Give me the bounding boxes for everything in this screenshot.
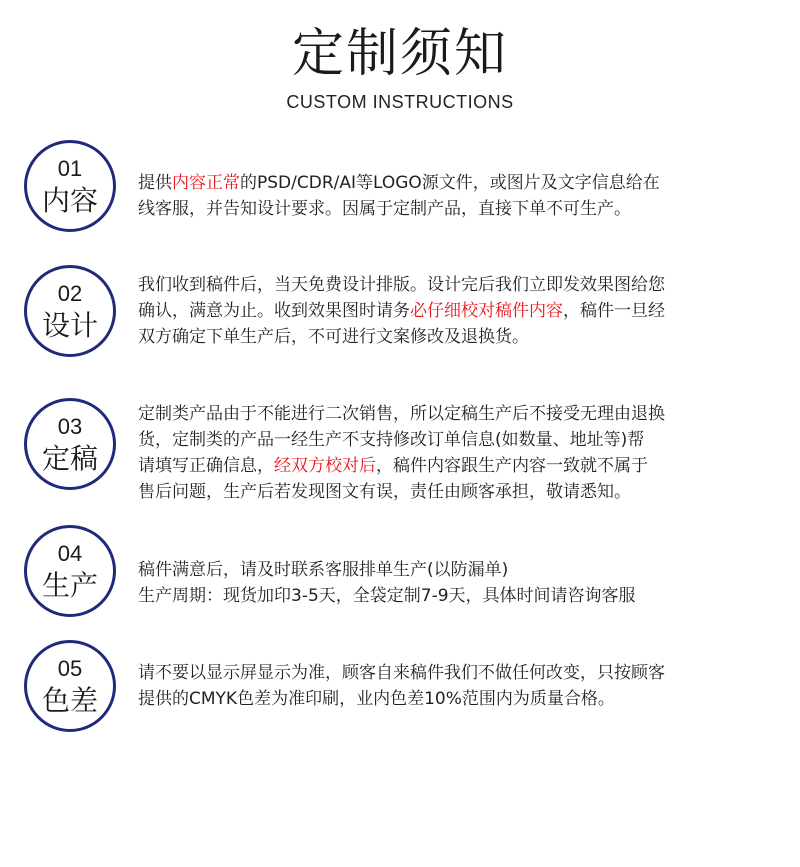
description-line: 请不要以显示屏显示为准，顾客自来稿件我们不做任何改变，只按顾客: [138, 663, 665, 683]
step-number: 02: [57, 281, 83, 306]
step-badge: [24, 140, 116, 232]
description-line: 我们收到稿件后，当天免费设计排版。设计完后我们立即发效果图给您: [138, 275, 665, 295]
description-line: 双方确定下单生产后，不可进行文案修改及退换货。: [138, 327, 529, 347]
description-line: 线客服，并告知设计要求。因属于定制产品，直接下单不可生产。: [138, 199, 631, 219]
description-line: 提供的CMYK色差为准印刷，业内色差10%范围内为质量合格。: [138, 689, 615, 709]
step-number: 04: [57, 541, 83, 566]
step-label: 设计: [41, 309, 98, 342]
highlight-text: 内容正常: [172, 173, 240, 193]
description-line: 售后问题，生产后若发现图文有误，责任由顾客承担，敬请悉知。: [138, 482, 631, 502]
step-badge: [24, 265, 116, 357]
description-line: 生产周期：现货加印3-5天，全袋定制7-9天，具体时间请咨询客服: [138, 586, 636, 606]
step-description: [138, 272, 768, 350]
step-description: [138, 557, 768, 609]
step-number: 05: [57, 656, 83, 681]
description-line: 定制类产品由于不能进行二次销售，所以定稿生产后不接受无理由退换: [138, 404, 665, 424]
step-description: [138, 401, 768, 505]
page-title: 定制须知: [291, 24, 508, 84]
step-badge: [24, 640, 116, 732]
step-label: 定稿: [41, 442, 98, 475]
step-number: 01: [57, 156, 83, 181]
description-line: 请填写正确信息，经双方校对后，稿件内容跟生产内容一致就不属于: [138, 456, 648, 476]
description-line: 提供内容正常的PSD/CDR/AI等LOGO源文件，或图片及文字信息给在: [138, 173, 660, 193]
step-description: [138, 170, 768, 222]
highlight-text: 经双方校对后: [274, 456, 376, 476]
highlight-text: 必仔细校对稿件内容: [410, 301, 563, 321]
step-badge: [24, 398, 116, 490]
step-badge: [24, 525, 116, 617]
page-subtitle: CUSTOM INSTRUCTIONS: [286, 92, 514, 112]
step-description: [138, 660, 768, 712]
description-line: 确认，满意为止。收到效果图时请务必仔细校对稿件内容，稿件一旦经: [138, 301, 665, 321]
step-number: 03: [57, 414, 83, 439]
step-label: 色差: [41, 684, 98, 717]
step-label: 生产: [41, 569, 98, 602]
description-line: 货，定制类的产品一经生产不支持修改订单信息(如数量、地址等)帮: [138, 430, 645, 450]
step-label: 内容: [41, 184, 98, 217]
description-line: 稿件满意后，请及时联系客服排单生产(以防漏单): [138, 560, 509, 580]
